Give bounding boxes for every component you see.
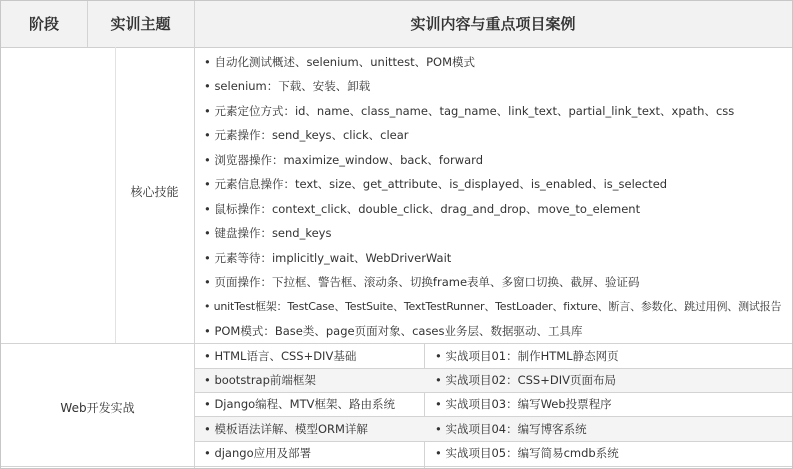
header-content: 实训内容与重点项目案例 [410, 15, 576, 33]
list-item: • selenium：下载、安装、卸载 [204, 79, 371, 93]
row-divider [1, 466, 792, 467]
list-item: • 浏览器操作：maximize_window、back、forward [204, 153, 483, 167]
stage-web-dev: Web开发实战 [60, 401, 135, 415]
topic-core-skills: 核心技能 [130, 185, 179, 199]
list-item: • 元素操作：send_keys、click、clear [204, 128, 409, 142]
list-item: • 元素等待：implicitly_wait、WebDriverWait [204, 251, 452, 265]
list-item: • 页面操作：下拉框、警告框、滚动条、切换frame表单、多窗口切换、截屏、验证码 [204, 275, 640, 289]
divider [194, 1, 195, 468]
list-item: • 自动化测试概述、selenium、unittest、POM模式 [204, 55, 476, 69]
list-item: • 实战项目01：制作HTML静态网页 [435, 349, 619, 363]
list-item: • django应用及部署 [204, 446, 312, 460]
divider [87, 1, 88, 47]
list-item: • Django编程、MTV框架、路由系统 [204, 397, 395, 411]
list-item: • 鼠标操作：context_click、double_click、drag_and_drop、move_to_element [204, 202, 641, 216]
list-item: • 实战项目05：编写简易cmdb系统 [435, 446, 619, 460]
divider [424, 343, 425, 468]
table-header [1, 1, 792, 48]
list-item: • 实战项目04：编写博客系统 [435, 422, 587, 436]
list-item: • 键盘操作：send_keys [204, 226, 332, 240]
list-item: • 实战项目02：CSS+DIV页面布局 [435, 373, 616, 387]
list-item: • 模板语法详解、模型ORM详解 [204, 422, 368, 436]
list-item: • POM模式：Base类、page页面对象、cases业务层、数据驱动、工具库 [204, 324, 583, 338]
list-item: • unitTest框架：TestCase、TestSuite、TextTestRunner、TestLoader、fixture、断言、参数化、跳过用例、测试报告 [204, 300, 782, 313]
list-item: • 元素定位方式：id、name、class_name、tag_name、link_text、partial_link_text、xpath、css [204, 104, 735, 118]
list-item: • HTML语言、CSS+DIV基础 [204, 349, 357, 363]
list-item: • 实战项目03：编写Web投票程序 [435, 397, 612, 411]
list-item: • 元素信息操作：text、size、get_attribute、is_displayed、is_enabled、is_selected [204, 177, 668, 191]
list-item: • bootstrap前端框架 [204, 373, 316, 387]
header-stage: 阶段 [28, 15, 59, 33]
section-divider [1, 343, 792, 344]
header-topic: 实训主题 [110, 15, 171, 33]
